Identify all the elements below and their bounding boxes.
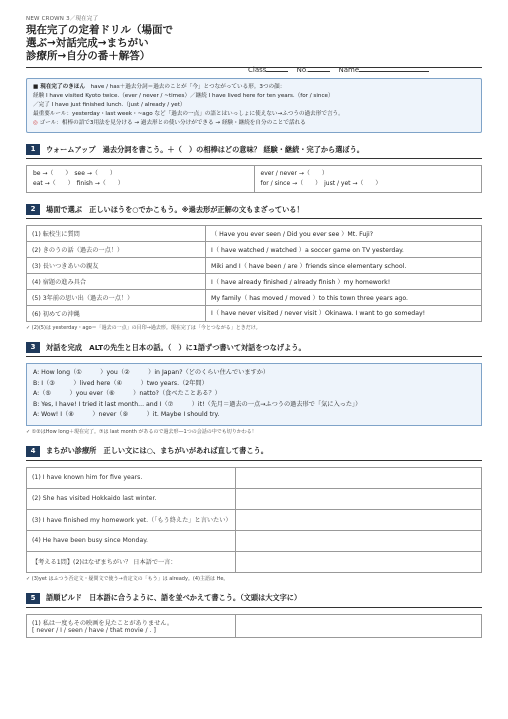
choice-cell[interactable]: （ Have you ever seen / Did you ever see ）Mt. Fuji? xyxy=(206,226,482,242)
class-label: Class xyxy=(248,66,267,74)
section-title: まちがい診療所 正しい文には○、まちがいがあれば直して書こう。 xyxy=(46,446,268,455)
info-line: ／完了 I have just finished lunch.（just / already / yet） xyxy=(33,102,186,108)
section-1-heading xyxy=(26,144,482,159)
answer-cell[interactable] xyxy=(236,530,482,551)
table-row xyxy=(27,530,482,551)
section-3-heading xyxy=(26,342,482,357)
table-row xyxy=(27,306,482,322)
situation-cell: (4) 宿題の進み具合 xyxy=(27,274,206,290)
answer-cell[interactable] xyxy=(236,488,482,509)
info-line xyxy=(33,119,475,128)
warmup-item[interactable]: be →（ ） see →（ ） xyxy=(33,170,116,177)
choose-table xyxy=(26,225,482,322)
choice-cell[interactable]: I（ have watched / watched ）a soccer game on TV yesterday. xyxy=(206,242,482,258)
title-line: 選ぶ→対話完成→まちがい xyxy=(26,37,149,49)
name-label: Name xyxy=(338,66,360,74)
dialog-line[interactable]: A:（⑤ ）you ever（⑥ ）natto?（食べたことある？） xyxy=(33,390,221,397)
table-row xyxy=(27,509,482,530)
info-goal: ゴール：相棒の語で3用法を見分ける → 過去形との使い分けができる → 経験・継続を自分のことで話れる xyxy=(39,120,306,126)
table-row xyxy=(27,242,482,258)
situation-cell: (3) 長いつきあいの親友 xyxy=(27,258,206,274)
table-row xyxy=(27,614,482,637)
page-title xyxy=(26,24,276,63)
situation-cell: (5) 3年前の思い出（過去の一点！） xyxy=(27,290,206,306)
name-field[interactable] xyxy=(359,64,429,72)
info-line: 最重要ルール：yesterday・last week・~ago など「過去の一点」の語とはいっしょに使えない→ふつうの過去形で言う。 xyxy=(33,111,344,117)
warmup-item[interactable]: for / since →（ ） just / yet →（ ） xyxy=(260,180,382,187)
table-row xyxy=(27,258,482,274)
hint-note: ✓ (2)(5)は yesterday・ago＝「過去の一点」の目印→過去形。現在完了は「今とつながる」ときだけ。 xyxy=(26,325,261,331)
situation-cell: (6) 初めての沖縄 xyxy=(27,306,206,322)
situation-cell: (2) きのうの話（過去の一点！） xyxy=(27,242,206,258)
section-title: 対話を完成 ALTの先生と日本の話。（ ）に1語ずつ書いて対話をつなげよう。 xyxy=(46,342,306,352)
dialog-line[interactable]: B: Yes, I have! I tried it last month... and I（⑦ ）it!（先月＝過去の一点→ふつうの過去形で「気に入った」） xyxy=(33,400,362,408)
clinic-table xyxy=(26,467,482,573)
no-label: No. xyxy=(296,66,309,74)
section-number: 4 xyxy=(26,446,40,457)
table-row xyxy=(27,290,482,306)
choice-cell[interactable]: My family（ has moved / moved ）to this town three years ago. xyxy=(206,290,482,306)
section-title: 場面で選ぶ 正しいほうを○でかこもう。※過去形が正解の文もまざっている！ xyxy=(46,204,304,214)
series-label: NEW CROWN 3／現在完了 xyxy=(26,16,99,22)
section-4-heading xyxy=(26,446,482,461)
info-heading: ■ 現在完了のきほん xyxy=(33,84,85,90)
table-row xyxy=(27,226,482,242)
title-line: 現在完了の定着ドリル（場面で xyxy=(26,24,173,36)
section-title: ウォームアップ 過去分詞を書こう。＋（ ）の相棒はどの意味？ 経験・継続・完了から選ぼう。 xyxy=(46,144,364,154)
grammar-info-box xyxy=(26,78,482,133)
answer-cell[interactable] xyxy=(236,509,482,530)
choice-cell[interactable]: Miki and I（ have been / are ）friends since elementary school. xyxy=(206,258,482,274)
sentence-cell: (1) I have known him for five years. xyxy=(27,467,236,488)
answer-cell[interactable] xyxy=(236,467,482,488)
situation-cell: (1) 転校生に質問 xyxy=(27,226,206,242)
info-line xyxy=(33,83,475,92)
dialog-line[interactable]: B: I（③ ）lived here（④ ）two years.（2年間） xyxy=(33,379,208,387)
dialog-box xyxy=(26,363,482,426)
hint-note: ✓ ①②はHow long＋現在完了。⑦は last month があるので過去形—1つの会話の中でも切りかわる！ xyxy=(26,428,257,435)
section-number: 3 xyxy=(26,342,40,353)
hint-note: ✓ (3)yet はふつう否定文・疑問文で使う→肯定文の「もう」は already。(4)主語は He。 xyxy=(26,575,229,582)
answer-cell[interactable] xyxy=(236,551,482,572)
table-row xyxy=(27,551,482,572)
build-words: [ never / I / seen / have / that movie / . ] xyxy=(32,626,156,634)
choice-cell[interactable]: I（ have never visited / never visit ）Okinawa. I want to go someday! xyxy=(206,306,482,322)
dialog-line[interactable]: A: How long（① ）you（② ）in Japan?（どのくらい住んでいますか） xyxy=(33,369,270,376)
section-title: 語順ビルド 日本語に合うように、語を並べかえて書こう。（文頭は大文字に） xyxy=(46,593,302,602)
answer-cell[interactable] xyxy=(236,614,482,637)
section-number: 5 xyxy=(26,593,40,604)
sentence-cell: 【考える1問】(2)はなぜまちがい？ 日本語で一言： xyxy=(27,551,236,572)
section-2-heading xyxy=(26,204,482,219)
class-field[interactable] xyxy=(266,64,288,72)
name-fields xyxy=(248,64,435,74)
warmup-item[interactable]: ever / never →（ ） xyxy=(260,170,328,177)
build-table xyxy=(26,614,482,638)
build-prompt-cell xyxy=(27,614,236,637)
table-row xyxy=(27,467,482,488)
sentence-cell: (2) She has visited Hokkaido last winter. xyxy=(27,488,236,509)
choice-cell[interactable]: I（ have already finished / already finish ）my homework! xyxy=(206,274,482,290)
sentence-cell: (3) I have finished my homework yet.（「もう終えた」と言いたい） xyxy=(27,509,236,530)
section-5-heading xyxy=(26,593,482,608)
sentence-cell: (4) He have been busy since Monday. xyxy=(27,530,236,551)
section-number: 2 xyxy=(26,204,40,215)
warmup-box xyxy=(26,165,482,193)
section-number: 1 xyxy=(26,144,40,155)
build-japanese: (1) 私は一度もその映画を見たことがありません。 xyxy=(32,619,174,627)
table-row xyxy=(27,488,482,509)
warmup-item[interactable]: eat →（ ） finish →（ ） xyxy=(33,180,124,187)
title-line: 診療所→自分の番＋解答） xyxy=(26,50,151,62)
dialog-line[interactable]: A: Wow! I（⑧ ）never（⑨ ）it. Maybe I should try. xyxy=(33,411,220,418)
info-text: have / has＋過去分詞＝過去のことが「今」とつながっている形。3つの顔： xyxy=(90,84,286,90)
info-line: 経験 I have visited Kyoto twice.（ever / never / ~times）／継続 I have lived here for ten years.（for / since） xyxy=(33,93,334,99)
no-field[interactable] xyxy=(308,64,330,72)
target-icon: ◎ xyxy=(33,120,38,126)
table-row xyxy=(27,274,482,290)
